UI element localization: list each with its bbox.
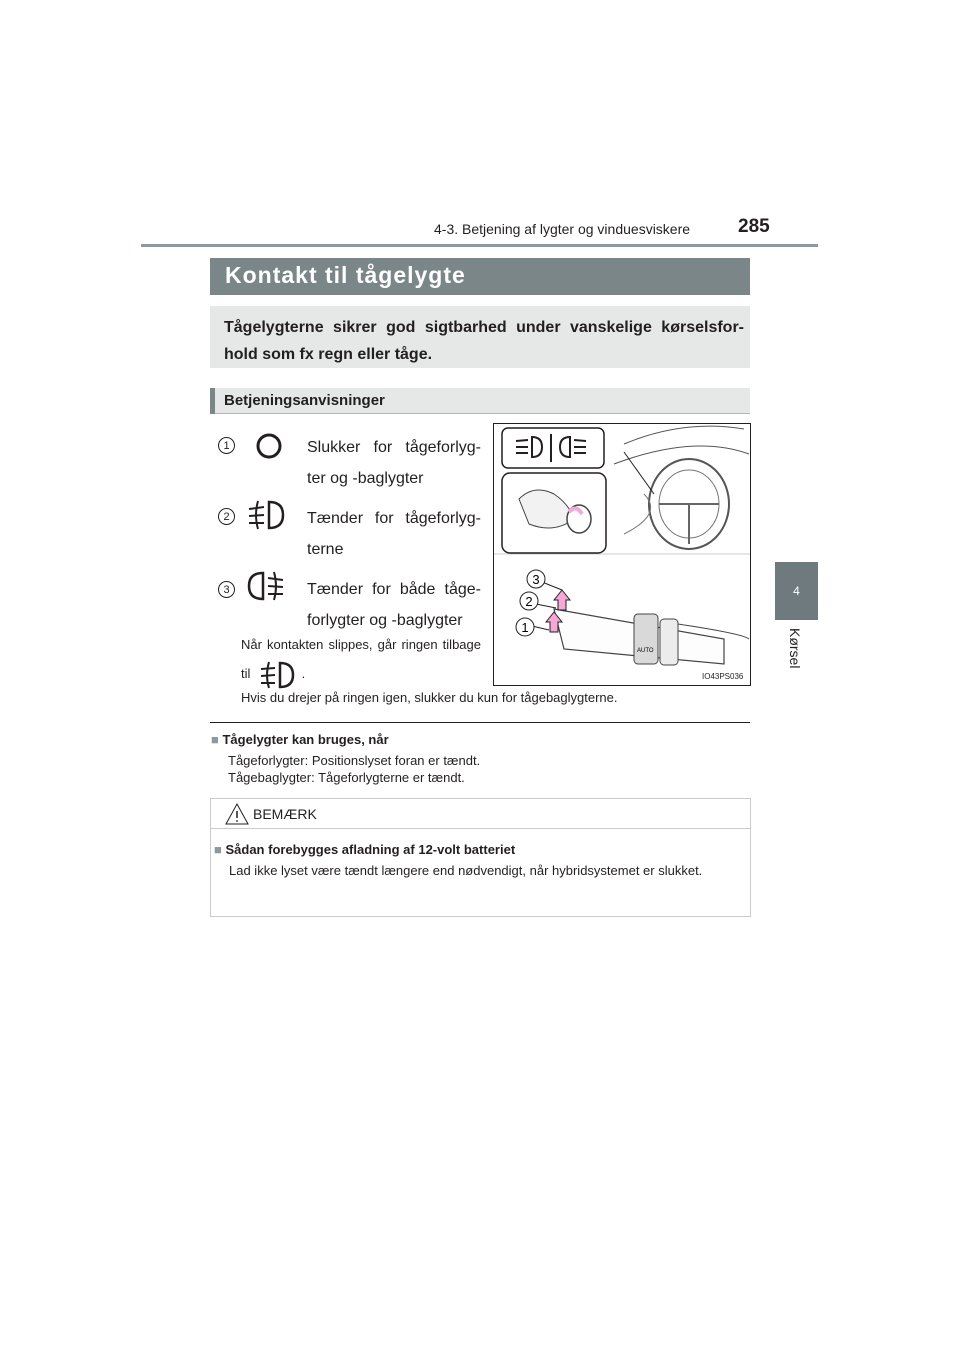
note-text — [241, 630, 481, 690]
item-text: Tænder for både tåge-forlygter og -baglygter — [307, 581, 481, 629]
header-divider — [141, 244, 818, 247]
square-bullet-icon: ■ — [214, 842, 222, 857]
item-number: 2 — [218, 508, 235, 525]
notice-heading — [214, 842, 515, 857]
fog-switch-illustration — [494, 424, 750, 685]
item-text: Slukker for tågeforlyg-ter og -baglygter — [307, 439, 481, 487]
page-number: 285 — [738, 216, 770, 237]
chapter-label: Kørsel — [787, 628, 803, 669]
section-divider — [210, 722, 750, 723]
front-fog-icon — [243, 497, 287, 533]
notice-label: BEMÆRK — [253, 806, 317, 822]
callout-2: 2 — [525, 594, 533, 609]
page-title: Kontakt til tågelygte — [225, 262, 466, 288]
usage-heading — [211, 732, 389, 747]
item-number: 1 — [218, 437, 235, 454]
notice-divider — [210, 828, 751, 829]
subsection-accent — [210, 388, 215, 414]
usage-heading-text: Tågelygter kan bruges, når — [222, 732, 389, 747]
chapter-tab[interactable]: 4 — [775, 562, 818, 620]
warning-icon — [224, 802, 250, 826]
callout-3: 3 — [532, 572, 540, 587]
figure-code: IO43PS036 — [702, 672, 744, 681]
item-text: Tænder for tågeforlyg-terne — [307, 510, 481, 558]
square-bullet-icon: ■ — [211, 732, 219, 747]
notice-heading-text: Sådan forebygges afladning af 12-volt batteriet — [225, 842, 516, 857]
intro-text: Tågelygterne sikrer god sigtbarhed under vanskelige kørselsfor-hold som fx regn eller tåge. — [224, 319, 744, 363]
switch-auto-label: AUTO — [637, 648, 654, 654]
item-number: 3 — [218, 581, 235, 598]
subsection-title: Betjeningsanvisninger — [224, 392, 385, 409]
fog-off-icon — [254, 431, 284, 461]
rear-fog-icon — [245, 568, 289, 604]
section-header: 4-3. Betjening af lygter og vinduesviskere — [434, 221, 691, 237]
front-fog-icon — [256, 660, 296, 690]
note-text-2: Hvis du drejer på ringen igen, slukker du kun for tågebaglygterne. — [241, 690, 618, 705]
note-text-part2: . — [301, 666, 306, 681]
note-text-part1: Når kontakten slippes, går ringen tilbage til — [241, 637, 481, 681]
notice-text: Lad ikke lyset være tændt længere end nødvendigt, når hybridsystemet er slukket. — [229, 863, 703, 878]
usage-line: Tågebaglygter: Tågeforlygterne er tændt. — [228, 770, 465, 785]
figure-illustration — [493, 423, 751, 686]
callout-1: 1 — [521, 620, 529, 635]
usage-line: Tågeforlygter: Positionslyset foran er tændt. — [228, 753, 481, 768]
